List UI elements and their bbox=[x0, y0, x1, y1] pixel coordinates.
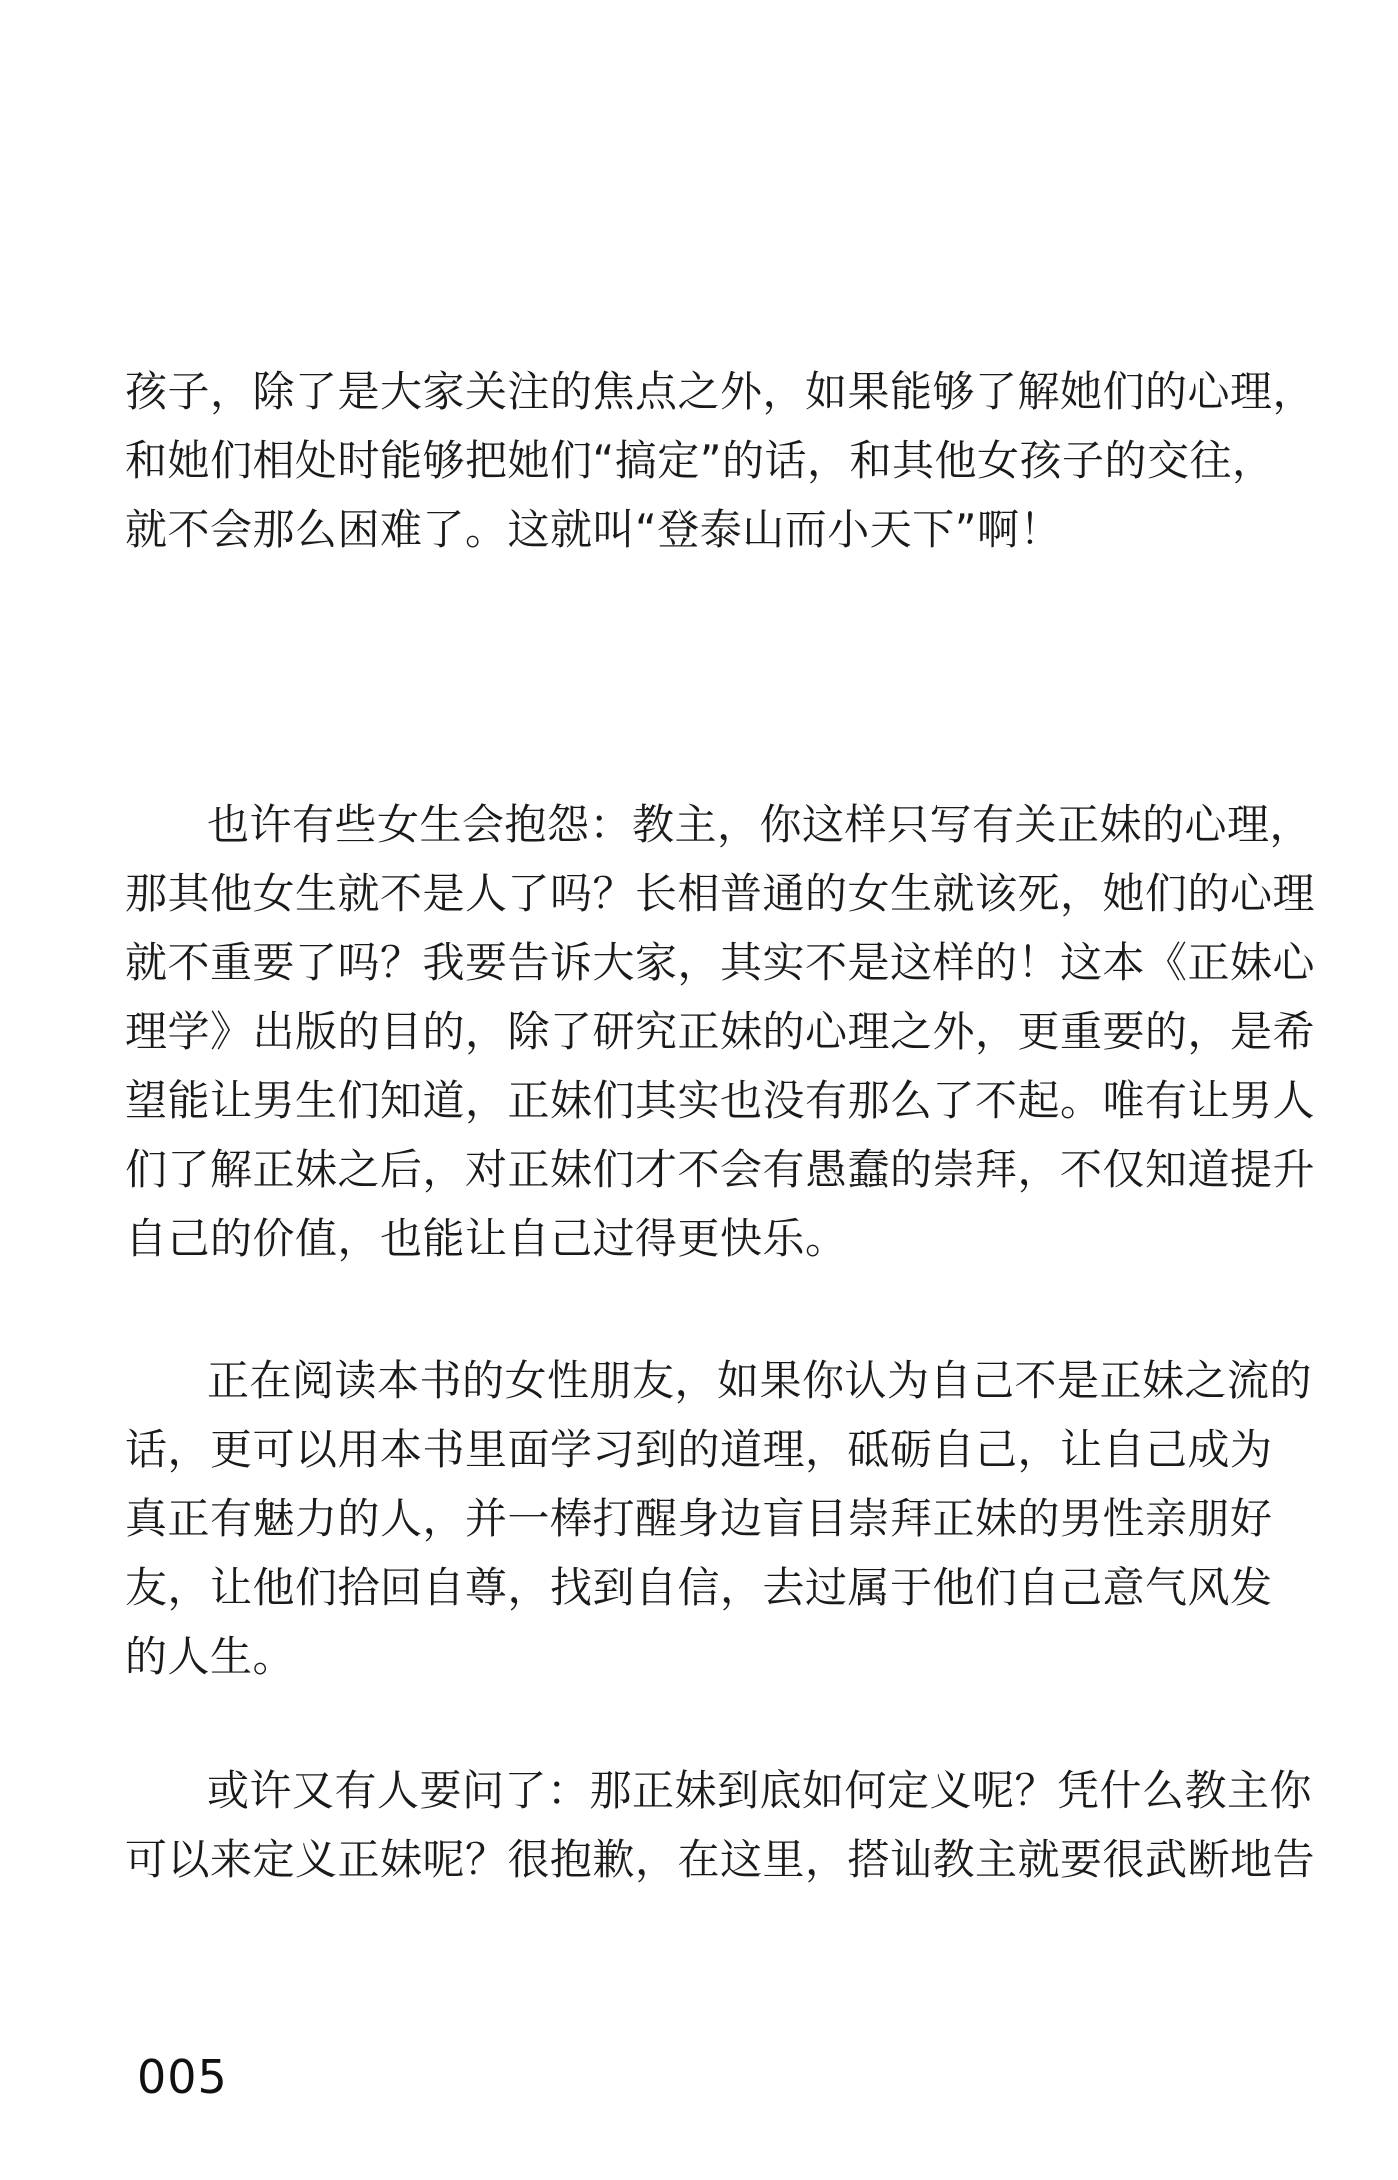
paragraph-1 bbox=[125, 357, 1316, 564]
paragraph-line: 或许又有人要问了：那正妹到底如何定义呢？凭什么教主你 bbox=[207, 1766, 1313, 1815]
paragraph-line: 可以来定义正妹呢？很抱歉，在这里，搭讪教主就要很武断地告 bbox=[125, 1835, 1316, 1884]
paragraph-line: 就不会那么困难了。这就叫“登泰山而小天下”啊！ bbox=[125, 505, 1063, 554]
paragraph-line: 望能让男生们知道，正妹们其实也没有那么了不起。唯有让男人 bbox=[125, 1076, 1316, 1125]
paragraph-line: 的人生。 bbox=[125, 1632, 296, 1681]
paragraph-line: 孩子，除了是大家关注的焦点之外，如果能够了解她们的心理， bbox=[125, 367, 1316, 416]
paragraph-line: 话，更可以用本书里面学习到的道理，砥砺自己，让自己成为 bbox=[125, 1425, 1273, 1474]
paragraph-line: 理学》出版的目的，除了研究正妹的心理之外，更重要的，是希 bbox=[125, 1007, 1316, 1056]
paragraph-4 bbox=[125, 1756, 1316, 1894]
paragraph-line: 自己的价值，也能让自己过得更快乐。 bbox=[125, 1214, 848, 1263]
paragraph-2 bbox=[125, 790, 1316, 1273]
paragraph-line: 正在阅读本书的女性朋友，如果你认为自己不是正妹之流的 bbox=[207, 1356, 1313, 1405]
paragraph-line: 和她们相处时能够把她们“搞定”的话，和其他女孩子的交往， bbox=[125, 436, 1275, 485]
paragraph-line: 们了解正妹之后，对正妹们才不会有愚蠢的崇拜，不仅知道提升 bbox=[125, 1145, 1316, 1194]
page-number: 005 bbox=[137, 2050, 228, 2104]
paragraph-line: 也许有些女生会抱怨：教主，你这样只写有关正妹的心理， bbox=[207, 800, 1313, 849]
paragraph-3 bbox=[125, 1346, 1313, 1691]
paragraph-line: 真正有魅力的人，并一棒打醒身边盲目崇拜正妹的男性亲朋好 bbox=[125, 1494, 1273, 1543]
paragraph-line: 就不重要了吗？我要告诉大家，其实不是这样的！这本《正妹心 bbox=[125, 938, 1316, 987]
paragraph-line: 友，让他们拾回自尊，找到自信，去过属于他们自己意气风发 bbox=[125, 1563, 1273, 1612]
paragraph-line: 那其他女生就不是人了吗？长相普通的女生就该死，她们的心理 bbox=[125, 869, 1316, 918]
